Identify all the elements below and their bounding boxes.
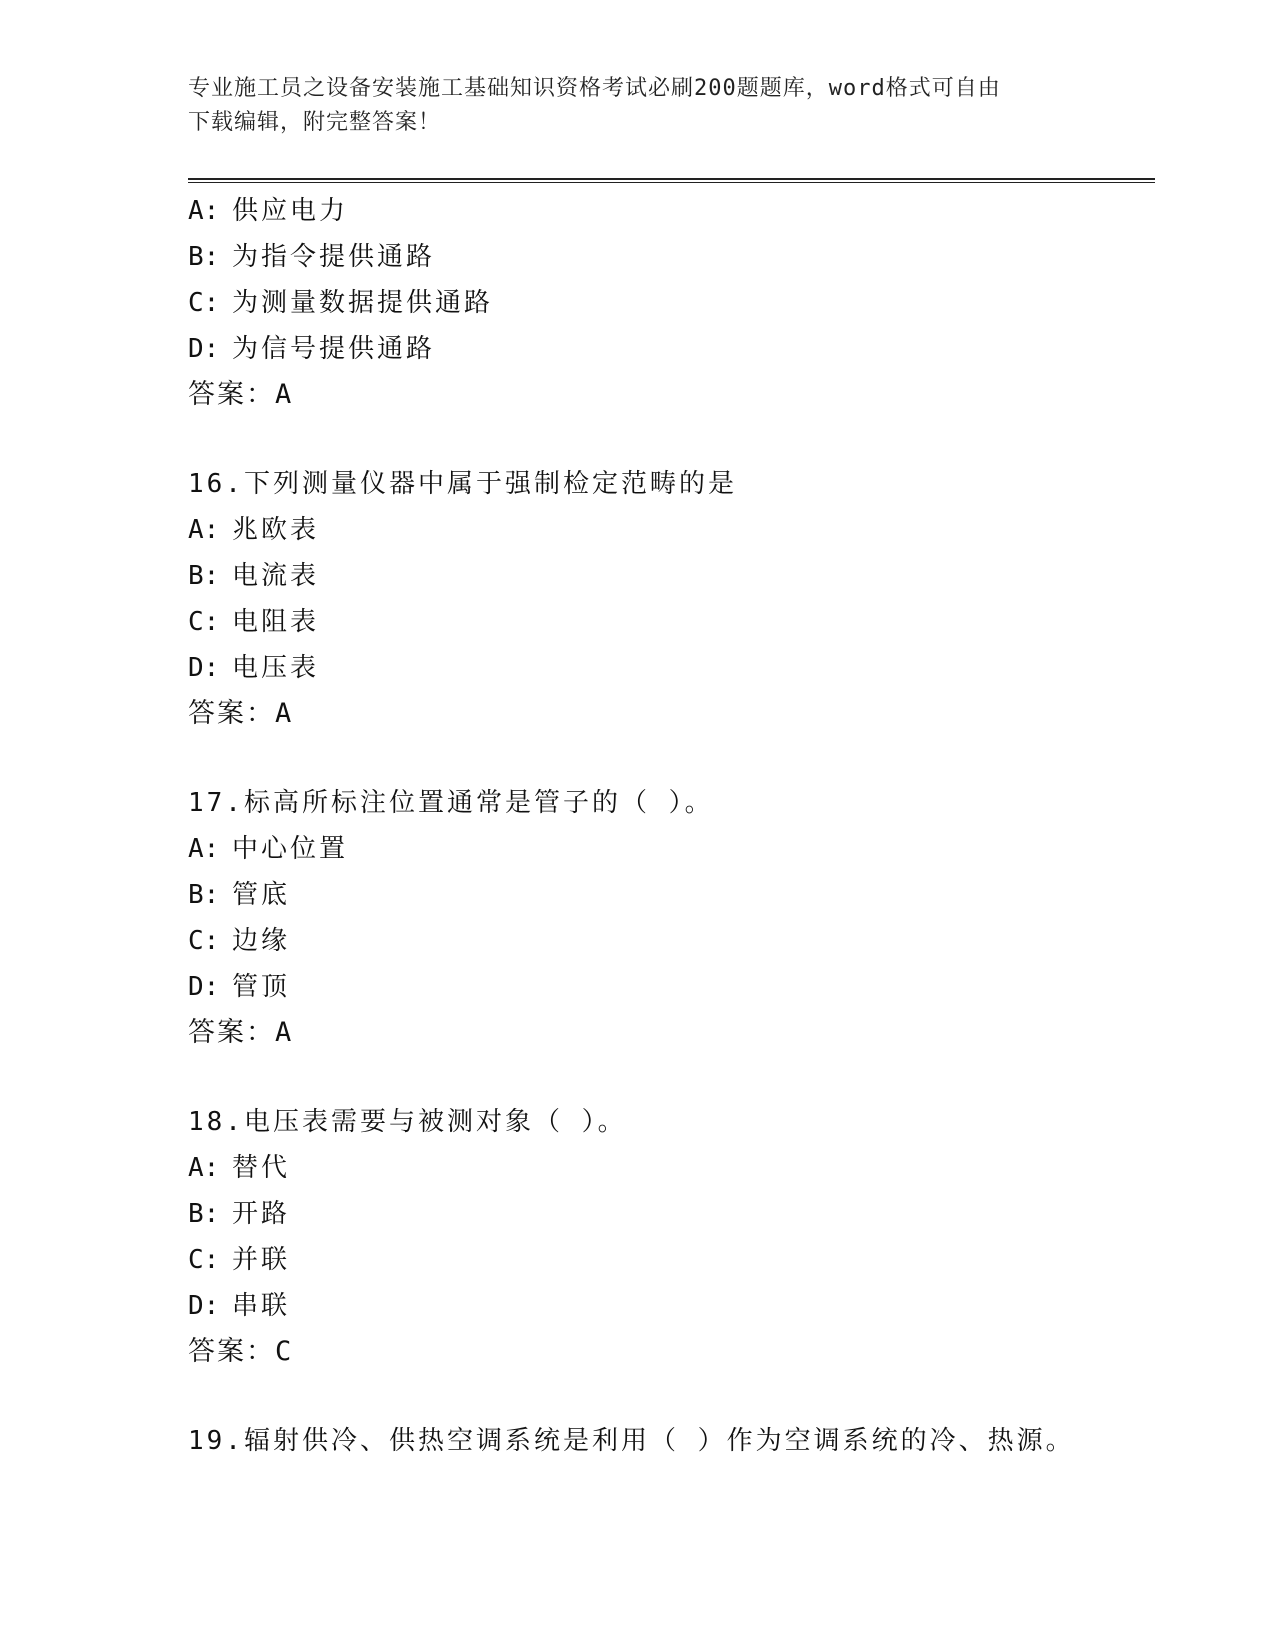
option-b: B: 电流表 [188, 561, 320, 591]
option-a: A: 中心位置 [188, 834, 349, 864]
question-18 [188, 1099, 1168, 1375]
header-divider [188, 178, 1155, 183]
option-c: C: 边缘 [188, 926, 291, 956]
question-15-options [188, 188, 1168, 418]
option-b: B: 为指令提供通路 [188, 242, 436, 272]
spacer [188, 737, 1168, 780]
option-a: A: 替代 [188, 1153, 291, 1183]
question-stem: 18.电压表需要与被测对象（ ）。 [188, 1107, 627, 1137]
answer-line: 答案：C [188, 1336, 294, 1367]
answer-line: 答案：A [188, 379, 294, 410]
question-stem: 17.标高所标注位置通常是管子的（ ）。 [188, 788, 714, 818]
option-c: C: 并联 [188, 1245, 291, 1275]
option-d: D: 管顶 [188, 972, 291, 1002]
question-stem: 19.辐射供冷、供热空调系统是利用（ ）作为空调系统的冷、热源。 [188, 1426, 1075, 1456]
answer-line: 答案：A [188, 1017, 294, 1048]
question-stem: 16.下列测量仪器中属于强制检定范畴的是 [188, 469, 737, 499]
option-d: D: 为信号提供通路 [188, 334, 436, 364]
document-header [188, 72, 1068, 140]
option-c: C: 电阻表 [188, 607, 320, 637]
question-17 [188, 780, 1168, 1056]
option-a: A: 兆欧表 [188, 515, 320, 545]
option-c: C: 为测量数据提供通路 [188, 288, 494, 318]
option-b: B: 管底 [188, 880, 291, 910]
question-16 [188, 461, 1168, 737]
option-b: B: 开路 [188, 1199, 291, 1229]
question-list [188, 188, 1168, 1464]
option-d: D: 电压表 [188, 653, 320, 683]
option-d: D: 串联 [188, 1291, 291, 1321]
spacer [188, 1056, 1168, 1099]
header-title-line2: 下载编辑，附完整答案！ [188, 110, 442, 135]
answer-line: 答案：A [188, 698, 294, 729]
spacer [188, 1375, 1168, 1418]
header-title-line1: 专业施工员之设备安装施工基础知识资格考试必刷200题题库，word格式可自由 [188, 76, 1001, 101]
spacer [188, 418, 1168, 461]
option-a: A: 供应电力 [188, 196, 349, 226]
question-19 [188, 1418, 1168, 1464]
